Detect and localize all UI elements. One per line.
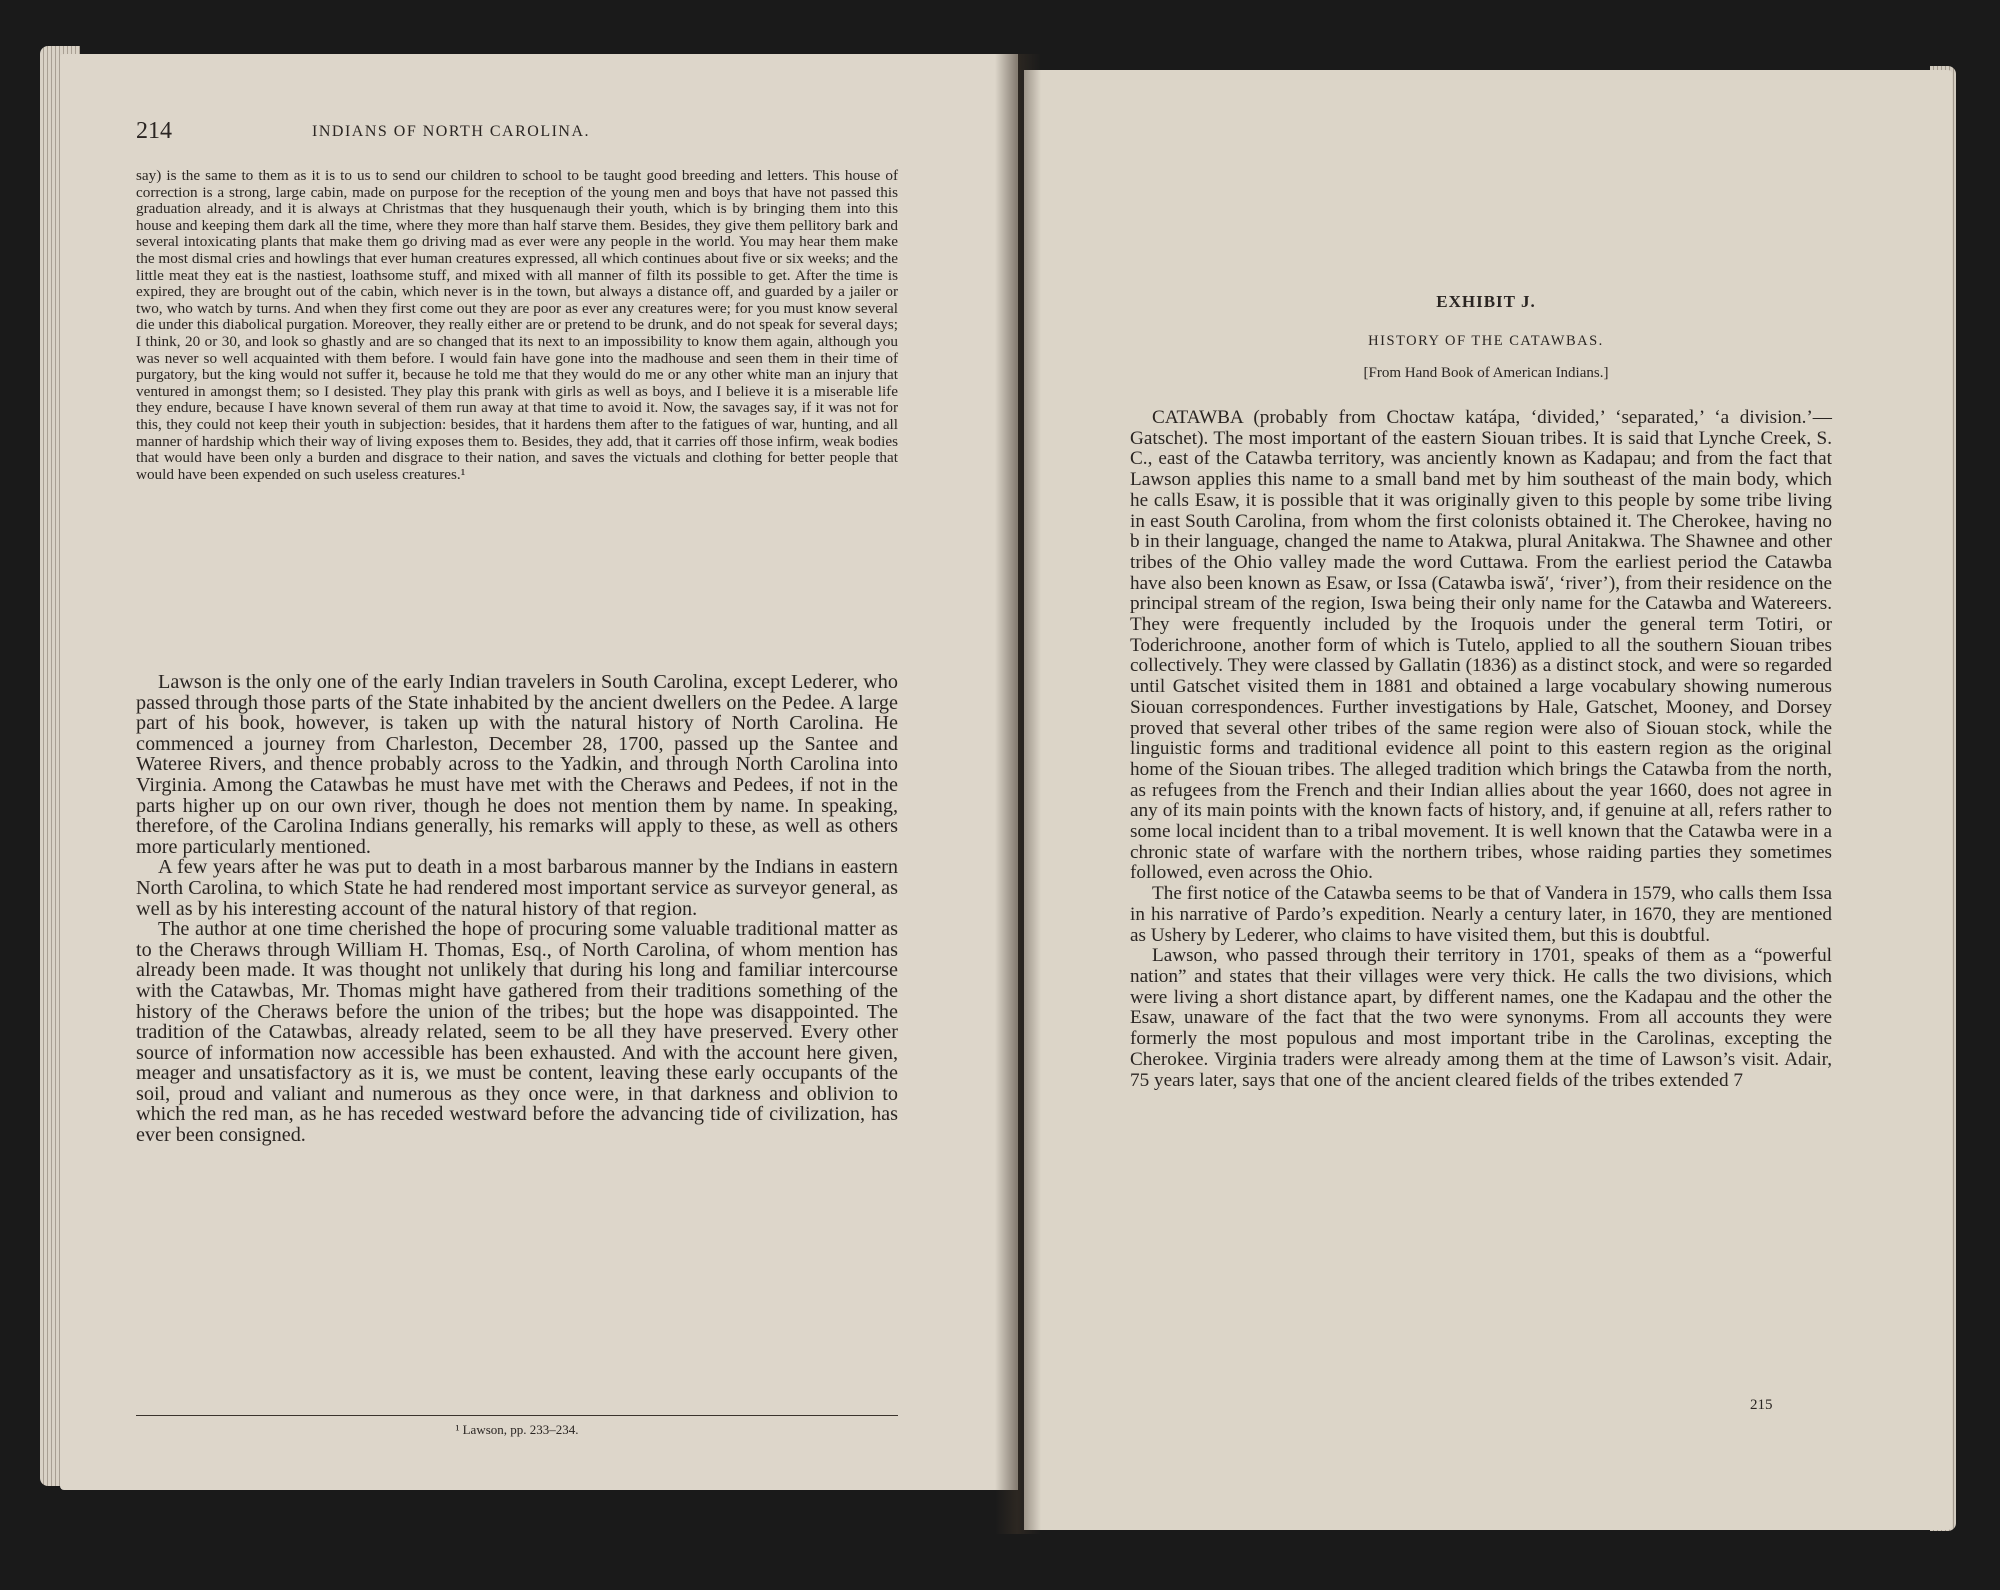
running-head: INDIANS OF NORTH CAROLINA. [312, 123, 591, 140]
left-page-header [136, 118, 896, 158]
paragraph: CATAWBA (probably from Choctaw katápa, ‘divided,’ ‘separated,’ ‘a division.’—Gatschet). The most important of the eastern Siouan tribes. It is said that Lynche Creek, S. C., east of the Catawba territory, was anciently known as Kadapau; and from the fact that Lawson applies this name to a small band met by him southeast of the main body, which he calls Esaw, it is possible that it was originally given to this people by some tribe living in east South Carolina, from whom the first colonists obtained it. The Cherokee, having no b in their language, changed the name to Atakwa, plural Anitakwa. The Shawnee and other tribes of the Ohio valley made the word Cuttawa. From the earliest period the Catawba have also been known as Esaw, or Issa (Catawba iswă′, ‘river’), from their residence on the principal stream of the region, Iswa being their only name for the Catawba and Watereers. They were frequently included by the Iroquois under the general term Totiri, or Toderichroone, another form of which is Tutelo, applied to all the southern Siouan tribes collectively. They were classed by Gallatin (1836) as a distinct stock, and were so regarded until Gatschet visited them in 1881 and obtained a large vocabulary showing numerous Siouan correspondences. Further investigations by Hale, Gatschet, Mooney, and Dorsey proved that several other tribes of the same region were also of Siouan stock, while the linguistic forms and traditional evidence all point to this eastern region as the original home of the Siouan tribes. The alleged tradition which brings the Catawba from the north, as refugees from the French and their Indian allies about the year 1660, does not agree in any of its main points with the known facts of history, and, if genuine at all, refers rather to some local incident than to a tribal movement. It is well known that the Catawba were in a chronic state of warfare with the northern tribes, whose raiding parties they sometimes followed, even across the Ohio. [1130, 407, 1832, 884]
right-body-text [1130, 408, 1832, 1091]
footnote-rule [136, 1415, 898, 1416]
left-body-text [136, 672, 898, 1146]
book-gutter [995, 54, 1041, 1534]
paragraph: The first notice of the Catawba seems to be that of Vandera in 1579, who calls them Issa in his narrative of Pardo’s expedition. Nearly a century later, in 1670, they are mentioned as Ushery by Lederer, who claims to have visited them, but this is doubtful. [1130, 883, 1832, 946]
left-page-number: 214 [136, 118, 172, 144]
right-page-number: 215 [1750, 1397, 1773, 1413]
exhibit-title: EXHIBIT J. [1436, 292, 1536, 311]
paragraph: Lawson, who passed through their territory in 1701, speaks of them as a “powerful nation” and states that their villages were very thick. He calls the two divisions, which were living a short distance apart, by different names, one the Kadapau and the other the Esaw, unaware of the fact that the two were synonyms. From all accounts they were formerly the most populous and most important tribe in the Carolinas, excepting the Cherokee. Virginia traders were already among them at the time of Lawson’s visit. Adair, 75 years later, says that one of the ancient cleared fields of the tribes extended 7 [1130, 945, 1832, 1091]
paragraph: The author at one time cherished the hope of procuring some valuable traditional matter as to the Cheraws through William H. Thomas, Esq., of North Carolina, of whom mention has already been made. It was thought not unlikely that during his long and familiar intercourse with the Catawbas, Mr. Thomas might have gathered from their traditions something of the history of the Cheraws before the union of the tribes; but the hope was disappointed. The tradition of the Catawbas, already related, seem to be all they have preserved. Every other source of information now accessible has been exhausted. And with the account here given, meager and unsatisfactory as it is, we must be content, leaving these early occupants of the soil, proud and valiant and numerous as they once were, in that darkness and oblivion to which the red man, as he has receded westward before the advancing tide of civilization, has ever been consigned. [136, 918, 898, 1147]
source-note: [From Hand Book of American Indians.] [1363, 365, 1609, 381]
paragraph: A few years after he was put to death in a most barbarous manner by the Indians in eastern North Carolina, to which State he had rendered most important service as surveyor general, as well as by his interesting account of the natural history of that region. [136, 856, 898, 920]
footnote: ¹ Lawson, pp. 233–234. [455, 1422, 579, 1437]
paragraph: Lawson is the only one of the early Indian travelers in South Carolina, except Lederer, who passed through those parts of the State inhabited by the ancient dwellers on the Pedee. A large part of his book, however, is taken up with the natural history of North Carolina. He commenced a journey from Charleston, December 28, 1700, passed up the Santee and Wateree Rivers, and thence probably across to the Yadkin, and through North Carolina into Virginia. Among the Catawbas he must have met with the Cheraws and Pedees, if not in the parts higher up on our own river, though he does not mention them by name. In speaking, therefore, of the Carolina Indians generally, his remarks will apply to these, as well as others more particularly mentioned. [136, 671, 898, 858]
quoted-passage: say) is the same to them as it is to us to send our children to school to be taught good breeding and letters. This house of correction is a strong, large cabin, made on purpose for the reception of the young men and boys that have not passed this graduation already, and it is always at Christmas that they husquenaugh their youth, which is by bringing them into this house and keeping them dark all the time, where they more than half starve them. Besides, they give them pellitory bark and several intoxicating plants that make them go driving mad as ever were any people in the world. You may hear them make the most dismal cries and howlings that ever human creatures expressed, all which continues about five or six weeks; and the little meat they eat is the nastiest, loathsome stuff, and mixed with all manner of filth its possible to get. After the time is expired, they are brought out of the cabin, which never is in the town, but always a distance off, and guarded by a jailer or two, who watch by turns. And when they first come out they are poor as ever any creatures were; for you must know several die under this diabolical purgation. Moreover, they really either are or pretend to be drunk, and do not speak for several days; I think, 20 or 30, and look so ghastly and are so changed that its next to an impossibility to know them again, although you was never so well acquainted with them before. I would fain have gone into the madhouse and seen them in their time of purgatory, but the king would not suffer it, because he told me that they would do me or any other white man an injury that ventured in amongst them; so I desisted. They play this prank with girls as well as boys, and I believe it is a miserable life they endure, because I have known several of them run away at that time to avoid it. Now, the savages say, if it was not for this, they could not keep their youth in subjection: besides, that it hardens them after to the fatigues of war, hunting, and all manner of hardship which their way of living exposes them to. Besides, they add, that it carries off those infirm, weak bodies that would have been only a burden and disgrace to their nation, and saves the victuals and clothing for better people that would have been expended on such useless creatures.¹ [136, 167, 898, 483]
section-title: HISTORY OF THE CATAWBAS. [1368, 333, 1604, 349]
